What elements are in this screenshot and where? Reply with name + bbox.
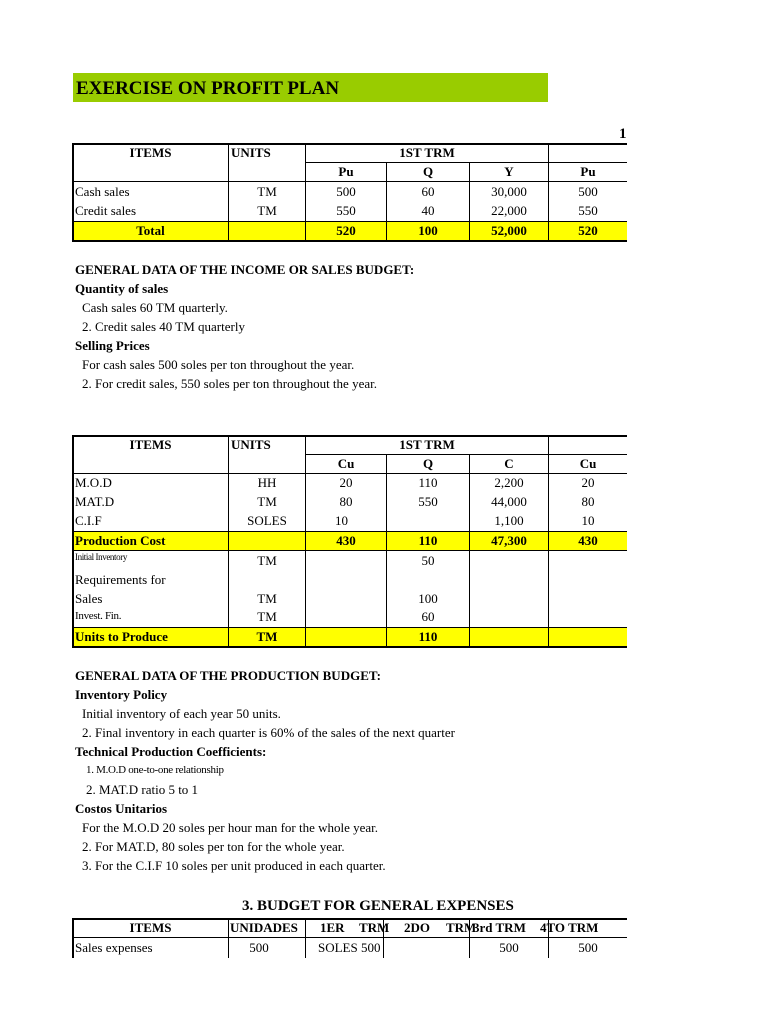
cell: 430 <box>336 533 356 548</box>
items-header: ITEMS <box>129 437 172 452</box>
cell: 500 <box>249 940 269 955</box>
col-header: Q <box>422 456 434 471</box>
col-header: Cu <box>337 456 355 471</box>
cell: 1,100 <box>494 513 524 528</box>
cell: 80 <box>581 494 595 509</box>
row-label: Units to Produce <box>75 629 168 644</box>
note-line: For cash sales 500 soles per ton throughout the year. <box>82 357 355 372</box>
items-header: ITEMS <box>129 920 172 935</box>
cell: 520 <box>578 223 598 238</box>
page-number: 1 <box>619 126 627 142</box>
cell: 2,200 <box>494 475 524 490</box>
unit-cell: TM <box>257 184 277 199</box>
unit-cell: TM <box>257 591 277 606</box>
cell: 40 <box>421 203 435 218</box>
row-label: Initial Inventory <box>75 552 127 562</box>
col-header: 3rd TRM <box>473 920 526 935</box>
cell: 430 <box>578 533 598 548</box>
section-heading: GENERAL DATA OF THE INCOME OR SALES BUDGET: <box>75 262 415 277</box>
row-label: Cash sales <box>75 184 130 199</box>
subheading: Costos Unitarios <box>75 801 168 816</box>
col-header: 1ER <box>320 920 345 935</box>
cell: 60 <box>421 184 435 199</box>
items-header: ITEMS <box>129 145 172 160</box>
cell: 60 <box>421 609 435 624</box>
cell: 80 <box>339 494 353 509</box>
unit-cell: HH <box>257 475 277 490</box>
cell: 110 <box>418 533 438 548</box>
cell: 10 <box>335 513 348 528</box>
row-label: Requirements for <box>75 572 166 587</box>
note-line: For the M.O.D 20 soles per hour man for the whole year. <box>82 820 379 835</box>
cell: 110 <box>418 629 438 644</box>
cell: 30,000 <box>491 184 527 199</box>
col-header: Pu <box>338 164 354 179</box>
cell: 50 <box>421 553 435 568</box>
period-header: 1ST TRM <box>399 145 455 160</box>
row-label: M.O.D <box>75 475 112 490</box>
note-line: 2. Final inventory in each quarter is 60% of the sales of the next quarter <box>82 725 455 740</box>
units-header: UNITS <box>231 145 271 160</box>
subheading: Inventory Policy <box>75 687 168 702</box>
col-header: 2DO <box>404 920 430 935</box>
cell: 500 <box>499 940 519 955</box>
subheading: Technical Production Coefficients: <box>75 744 267 759</box>
subheading: Quantity of sales <box>75 281 169 296</box>
col-header: TRM <box>446 920 477 935</box>
cell: 20 <box>339 475 353 490</box>
cell: 100 <box>418 591 438 606</box>
row-label: C.I.F <box>75 513 102 528</box>
cell: 22,000 <box>491 203 527 218</box>
note-line: Cash sales 60 TM quarterly. <box>82 300 228 315</box>
row-label: Production Cost <box>75 533 166 548</box>
col-header: Pu <box>580 164 596 179</box>
cell: 500 <box>578 940 598 955</box>
section-heading: GENERAL DATA OF THE PRODUCTION BUDGET: <box>75 668 381 683</box>
cell: 44,000 <box>491 494 527 509</box>
cell: 100 <box>418 223 438 238</box>
period-header: 1ST TRM <box>399 437 455 452</box>
note-line: 2. MAT.D ratio 5 to 1 <box>86 782 199 797</box>
row-label: Sales expenses <box>75 940 153 955</box>
col-header: Q <box>422 164 434 179</box>
unidades-header: UNIDADES <box>230 920 298 935</box>
cell: 500 <box>336 184 356 199</box>
cell: 550 <box>336 203 356 218</box>
note-line: 2. Credit sales 40 TM quarterly <box>82 319 245 334</box>
note-line: 2. For MAT.D, 80 soles per ton for the whole year. <box>82 839 345 854</box>
cell: 47,300 <box>491 533 527 548</box>
cell: SOLES 500 <box>318 940 381 955</box>
cell: 110 <box>418 475 438 490</box>
note-line: 2. For credit sales, 550 soles per ton throughout the year. <box>82 376 377 391</box>
cell: 550 <box>418 494 438 509</box>
row-label: Credit sales <box>75 203 137 218</box>
note-line: 3. For the C.I.F 10 soles per unit produced in each quarter. <box>82 858 386 873</box>
col-header: TRM <box>359 920 390 935</box>
unit-cell: SOLES <box>247 513 287 528</box>
col-header: 4TO TRM <box>540 920 599 935</box>
unit-cell: TM <box>257 609 277 624</box>
row-label: Invest. Fin. <box>75 610 122 622</box>
note-line: 1. M.O.D one-to-one relationship <box>86 764 224 776</box>
note-line: Initial inventory of each year 50 units. <box>82 706 281 721</box>
row-label: Sales <box>75 591 103 606</box>
unit-cell: TM <box>257 553 277 568</box>
cell: 52,000 <box>491 223 527 238</box>
cell: 20 <box>581 475 595 490</box>
page-title: EXERCISE ON PROFIT PLAN <box>73 73 548 102</box>
row-label: Total <box>136 223 165 238</box>
cell: 500 <box>578 184 598 199</box>
cell: 550 <box>578 203 598 218</box>
cell: 10 <box>581 513 595 528</box>
unit-cell: TM <box>257 203 277 218</box>
row-label: MAT.D <box>75 494 115 509</box>
col-header: Cu <box>579 456 597 471</box>
unit-cell: TM <box>257 494 277 509</box>
subheading: Selling Prices <box>75 338 150 353</box>
section-heading: 3. BUDGET FOR GENERAL EXPENSES <box>242 898 514 914</box>
col-header: C <box>504 456 514 471</box>
units-header: UNITS <box>231 437 271 452</box>
col-header: Y <box>504 164 514 179</box>
cell: 520 <box>336 223 356 238</box>
unit-cell: TM <box>256 629 278 644</box>
